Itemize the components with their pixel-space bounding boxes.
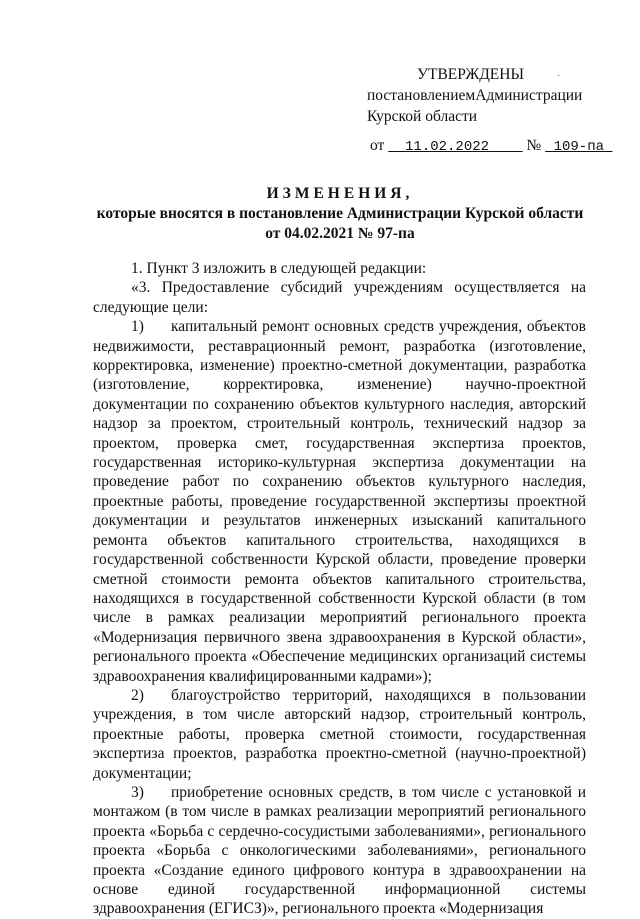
approval-date-line (370, 137, 612, 155)
approval-date: 11.02.2022 (405, 139, 490, 155)
item-text: капитальный ремонт основных средств учреждения, объектов недвижимости, реставрационный ремонт, разработка (изготовление, корректировка, изменение) проектно-сметной документации, разработка (изготовление, корректировка, изменение) научно-проектной документации по сохранению объектов культурного наследия, авторский надзор за проектом, строительный контроль, технический надзор за проектом, проверка смет, государственная экспертиза проектов, государственная историко-культурная экспертиза документации на проведение работ по сохранению объектов культурного наследия, проектные работы, проведение государственной экспертизы проектной документации и результатов инженерных изысканий капитального ремонта объектов капитального строительства, находящихся в государственной собственности Курской области, проведение проверки сметной стоимости ремонта объектов капитального строительства, находящихся в государственной собственности Курской области (в том числе в рамках реализации мероприятий регионального проекта «Модернизация первичного звена здравоохранения в Курской области», регионального проекта «Обеспечение медицинских организаций системы здравоохранения квалифицированными кадрами»); (93, 318, 586, 685)
document-body (93, 259, 586, 919)
item-text: приобретение основных средств, в том числе с установкой и монтажом (в том числе в рамках реализации мероприятий регионального проекта «Борьба с сердечно-сосудистыми заболеваниями», регионального проекта «Борьба с онкологическими заболеваниями», регионального проекта «Создание единого цифрового контура в здравоохранении на основе единой государственной информационной системы здравоохранения (ЕГИСЗ)», регионального проекта «Модернизация (93, 783, 586, 918)
approval-title: УТВЕРЖДЕНЫ (417, 66, 524, 83)
item-number: 3) (131, 783, 144, 801)
document-heading (92, 184, 588, 244)
scan-speck: · (557, 71, 561, 82)
number-prefix: № (526, 137, 542, 154)
approval-stamp (367, 64, 582, 127)
date-prefix: от (370, 137, 385, 154)
item-number: 1) (131, 318, 144, 336)
clause-paragraph: «3. Предоставление субсидий учреждениям осуществляется на следующие цели: (93, 279, 586, 316)
heading-subtitle: которые вносятся в постановление Администрации Курской области (96, 205, 584, 222)
intro-paragraph: 1. Пункт 3 изложить в следующей редакции: (131, 260, 427, 277)
heading-reference: от 04.02.2021 № 97-па (265, 225, 415, 242)
approval-number: 109-па (553, 139, 605, 155)
list-item (93, 783, 586, 919)
heading-title: ИЗМЕНЕНИЯ, (266, 185, 414, 202)
list-item (93, 317, 586, 686)
list-item (93, 686, 586, 783)
item-number: 2) (131, 686, 144, 704)
item-text: благоустройство территорий, находящихся в пользовании учреждения, в том числе авторский надзор, строительный контроль, проектные работы, проверка сметной стоимости, государственная экспертиза проектов, разработка проектно-сметной (научно-проектной) документации; (93, 686, 586, 782)
approval-line-2: постановлениемАдминистрации (367, 87, 583, 104)
approval-line-3: Курской области (367, 108, 478, 125)
